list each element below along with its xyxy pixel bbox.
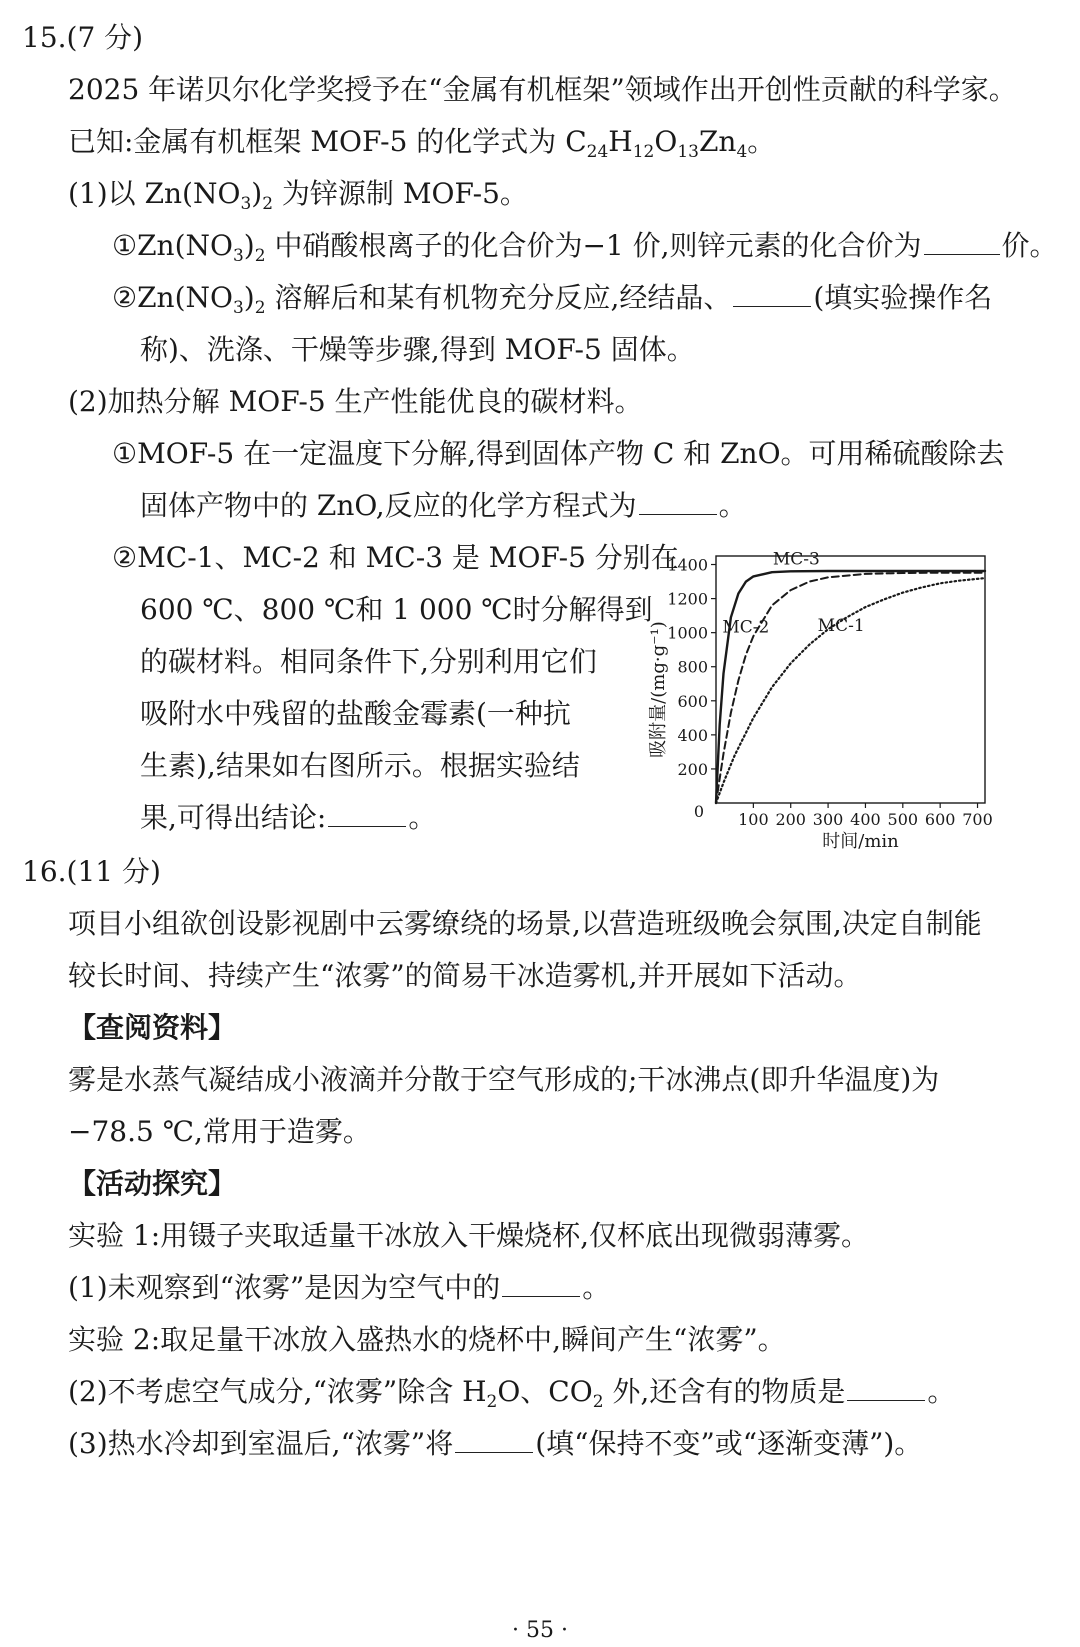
q15-part2-sub2-l2: 600 ℃、800 ℃和 1 000 ℃时分解得到: [140, 593, 653, 626]
y-tick-label: 1000: [667, 623, 708, 643]
answer-blank[interactable]: [847, 1399, 925, 1401]
q16-section-activity: 【活动探究】: [68, 1167, 237, 1200]
y-tick-label: 600: [677, 691, 708, 711]
y-axis-label: 吸附量/(mg·g⁻¹): [648, 621, 669, 758]
series-label-mc-2: MC-2: [722, 617, 770, 638]
q15-part1-sub2: $②Zn(NO_3)_2$ 溶解后和某有机物充分反应,经结晶、 (填实验操作名: [112, 281, 993, 318]
q15-part2: (2)加热分解 MOF-5 生产性能优良的碳材料。: [68, 385, 643, 418]
y-tick-label: 200: [677, 759, 708, 779]
answer-blank[interactable]: [455, 1451, 533, 1453]
chart-axes: [648, 556, 993, 852]
origin-label: 0: [693, 802, 704, 821]
x-tick-label: 700: [962, 810, 993, 829]
q15-part2-sub2-l1: ②MC-1、MC-2 和 MC-3 是 MOF-5 分别在: [112, 541, 679, 574]
q16-experiment2: 实验 2:取足量干冰放入盛热水的烧杯中,瞬间产生“浓雾”。: [68, 1323, 786, 1356]
q16-experiment1: 实验 1:用镊子夹取适量干冰放入干燥烧杯,仅杯底出现微弱薄雾。: [68, 1219, 870, 1252]
answer-blank[interactable]: [639, 513, 717, 515]
y-tick-label: 400: [677, 725, 708, 745]
page-number: · 55 ·: [512, 1618, 568, 1643]
q16-header: [22, 855, 161, 888]
adsorption-chart: [640, 548, 1010, 858]
q15-part2-sub1: ①MOF-5 在一定温度下分解,得到固体产物 C 和 ZnO。可用稀硫酸除去: [112, 437, 1005, 470]
q16-intro-line2: 较长时间、持续产生“浓雾”的简易干冰造雾机,并开展如下活动。: [68, 959, 862, 992]
answer-blank[interactable]: [502, 1295, 580, 1297]
answer-blank[interactable]: [733, 305, 811, 307]
q16-score: (11 分): [66, 855, 161, 888]
x-tick-label: 500: [887, 810, 919, 829]
y-tick-label: 800: [677, 657, 708, 677]
chart-labels: [722, 550, 864, 638]
q15-part1: (1)以 $Zn(NO_3)_2$ 为锌源制 MOF-5。: [68, 177, 528, 214]
q16-number: 16.: [22, 855, 67, 888]
q15-number: 15.: [22, 21, 67, 54]
plot-frame: [716, 556, 985, 803]
x-tick-label: 600: [924, 810, 956, 829]
y-tick-label: 1400: [667, 555, 708, 575]
q16-part2: (2)不考虑空气成分,“浓雾”除含 $H_2O$、$CO_2$ 外,还含有的物质是 。: [68, 1375, 956, 1412]
q16-intro-line1: 项目小组欲创设影视剧中云雾缭绕的场景,以营造班级晚会氛围,决定自制能: [68, 907, 982, 940]
x-tick-label: 300: [812, 810, 844, 829]
series-label-mc-1: MC-1: [817, 615, 865, 636]
series-label-mc-3: MC-3: [772, 549, 820, 570]
q16-info-line1: 雾是水蒸气凝结成小液滴并分散于空气形成的;干冰沸点(即升华温度)为: [68, 1063, 940, 1096]
q15-part1-sub2-cont: 称)、洗涤、干燥等步骤,得到 MOF-5 固体。: [140, 333, 695, 366]
q16-info-line2: −78.5 ℃,常用于造雾。: [68, 1115, 371, 1148]
x-tick-label: 400: [850, 810, 881, 829]
x-axis-label: 时间/min: [822, 831, 899, 852]
q15-score: (7 分): [66, 21, 144, 54]
q16-part3: (3)热水冷却到室温后,“浓雾”将 (填“保持不变”或“逐渐变薄”)。: [68, 1427, 923, 1460]
q15-part2-sub2-l5: 生素),结果如右图所示。根据实验结: [140, 749, 580, 782]
q15-header: [22, 21, 144, 54]
q15-part1-sub1: $①Zn(NO_3)_2$ 中硝酸根离子的化合价为−1 价,则锌元素的化合价为 价。: [112, 229, 1058, 266]
q15-part2-sub1-cont: 固体产物中的 ZnO,反应的化学方程式为 。: [140, 489, 747, 522]
x-tick-label: 200: [775, 810, 806, 829]
q15-part2-sub2-l4: 吸附水中残留的盐酸金霉素(一种抗: [140, 697, 571, 730]
answer-blank[interactable]: [328, 825, 406, 827]
q15-part2-sub2-l3: 的碳材料。相同条件下,分别利用它们: [140, 645, 597, 678]
chart-series: [716, 571, 985, 803]
q15-part2-sub2-l6: 果,可得出结论: 。: [140, 801, 437, 834]
q15-intro-line1: 2025 年诺贝尔化学奖授予在“金属有机框架”领域作出开创性贡献的科学家。: [68, 73, 1017, 106]
series-line-mc-1: [716, 578, 985, 803]
y-tick-label: 1200: [667, 589, 708, 609]
answer-blank[interactable]: [924, 253, 1000, 255]
series-line-mc-3: [716, 571, 985, 803]
series-line-mc-2: [716, 573, 985, 803]
q15-intro-line2: 已知:金属有机框架 MOF-5 的化学式为 $C_{24}H_{12}O_{13}Zn_4$。: [68, 125, 776, 162]
q16-section-reference: 【查阅资料】: [68, 1011, 237, 1044]
q16-part1: (1)未观察到“浓雾”是因为空气中的 。: [68, 1271, 611, 1304]
x-tick-label: 100: [738, 810, 769, 829]
